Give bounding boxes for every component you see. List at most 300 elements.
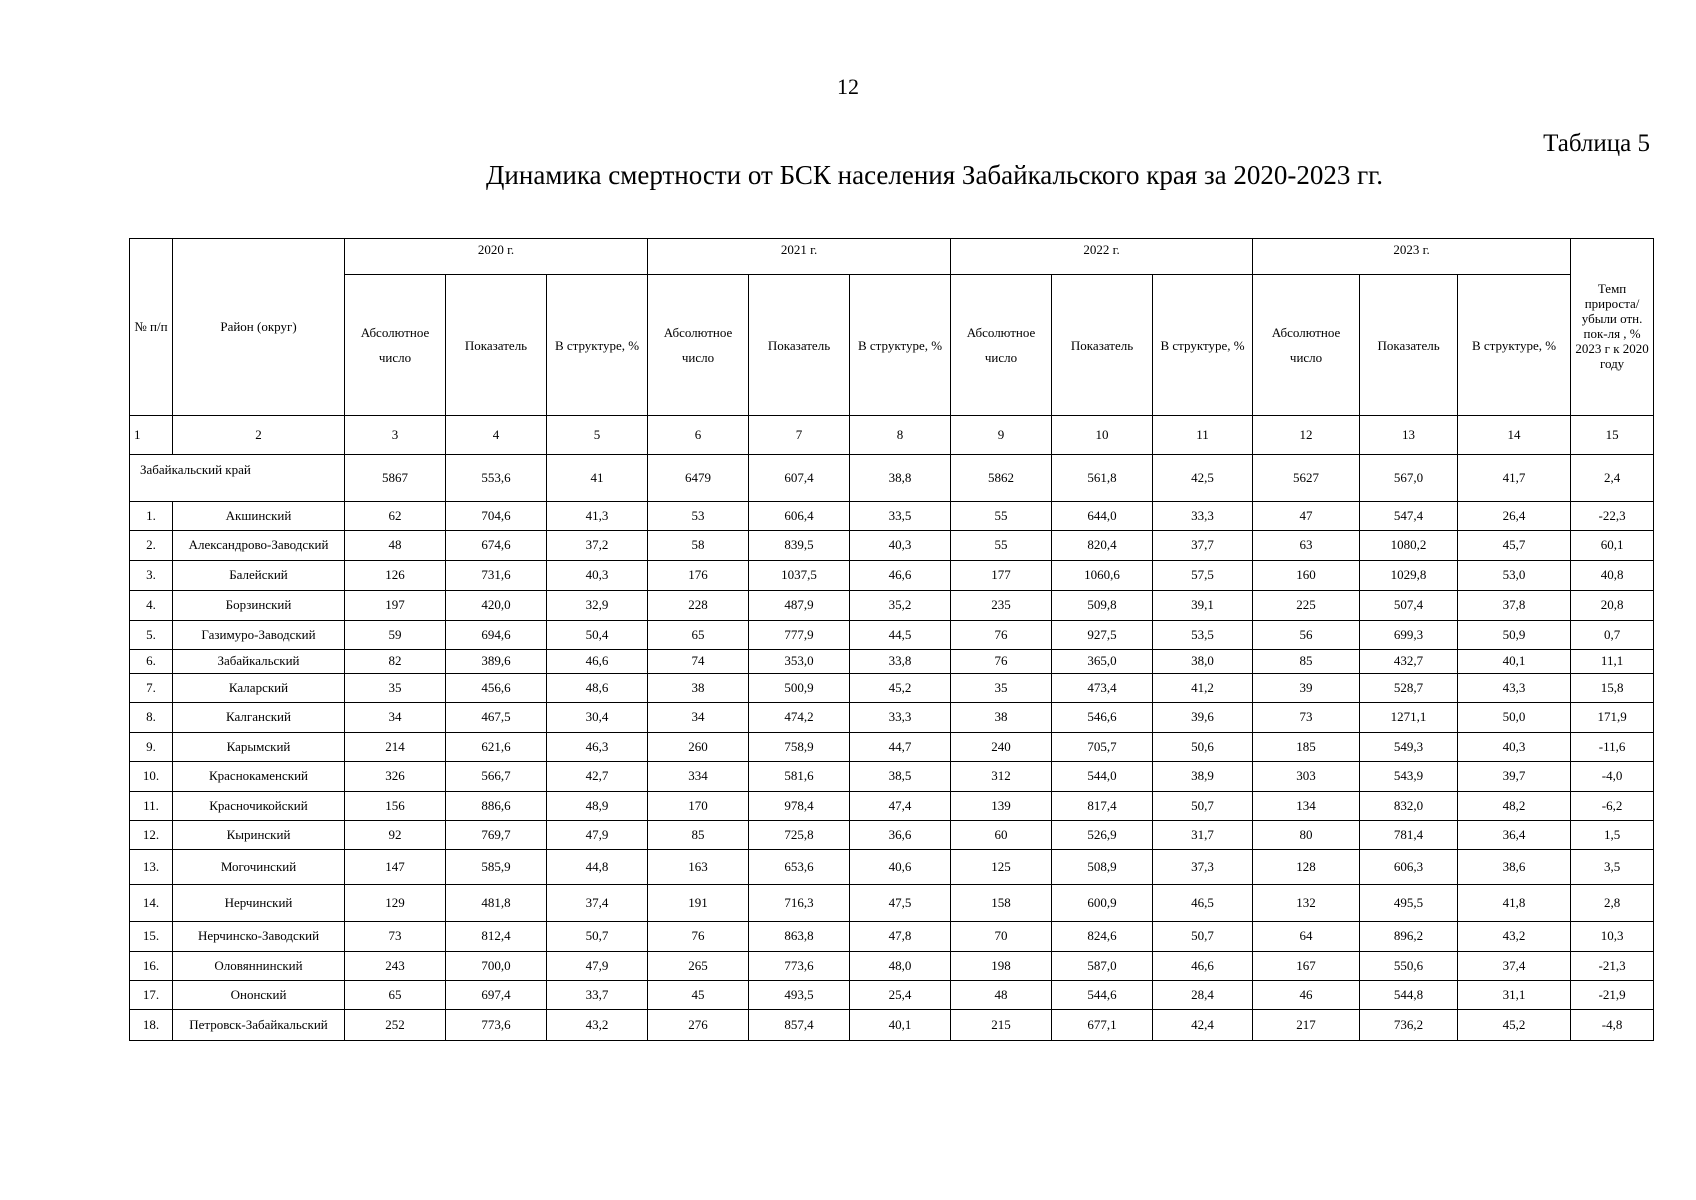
cell-value: 214 bbox=[345, 733, 446, 762]
cell-value: 1037,5 bbox=[749, 561, 850, 591]
cell-value: 606,4 bbox=[749, 502, 850, 531]
row-number: 2. bbox=[130, 531, 173, 561]
cell-value: 191 bbox=[648, 885, 749, 922]
cell-value: 1,5 bbox=[1571, 821, 1654, 850]
header-year-2020: 2020 г. bbox=[345, 239, 648, 275]
cell-value: 326 bbox=[345, 762, 446, 792]
cell-value: 46,6 bbox=[1153, 952, 1253, 981]
table-row bbox=[130, 850, 1654, 885]
row-region: Александрово-Заводский bbox=[173, 531, 345, 561]
total-row bbox=[130, 455, 1654, 502]
total-value: 41,7 bbox=[1458, 455, 1571, 502]
table-row bbox=[130, 531, 1654, 561]
cell-value: 30,4 bbox=[547, 703, 648, 733]
cell-value: 481,8 bbox=[446, 885, 547, 922]
cell-value: 50,4 bbox=[547, 621, 648, 650]
table-label: Таблица 5 bbox=[1543, 130, 1650, 157]
cell-value: 50,0 bbox=[1458, 703, 1571, 733]
cell-value: 40,6 bbox=[850, 850, 951, 885]
cell-value: 39,1 bbox=[1153, 591, 1253, 621]
cell-value: 44,5 bbox=[850, 621, 951, 650]
cell-value: 40,8 bbox=[1571, 561, 1654, 591]
row-number: 11. bbox=[130, 792, 173, 821]
cell-value: 73 bbox=[345, 922, 446, 952]
cell-value: 39 bbox=[1253, 674, 1360, 703]
table-row bbox=[130, 502, 1654, 531]
cell-value: 43,3 bbox=[1458, 674, 1571, 703]
cell-value: 185 bbox=[1253, 733, 1360, 762]
cell-value: 549,3 bbox=[1360, 733, 1458, 762]
row-region: Балейский bbox=[173, 561, 345, 591]
cell-value: 36,6 bbox=[850, 821, 951, 850]
cell-value: 47 bbox=[1253, 502, 1360, 531]
cell-value: 129 bbox=[345, 885, 446, 922]
cell-value: 312 bbox=[951, 762, 1052, 792]
cell-value: 45,7 bbox=[1458, 531, 1571, 561]
cell-value: 50,9 bbox=[1458, 621, 1571, 650]
cell-value: 37,4 bbox=[547, 885, 648, 922]
cell-value: 700,0 bbox=[446, 952, 547, 981]
cell-value: 34 bbox=[648, 703, 749, 733]
cell-value: 47,4 bbox=[850, 792, 951, 821]
total-value: 6479 bbox=[648, 455, 749, 502]
header-absolute: Абсолютное число bbox=[345, 275, 446, 416]
row-number: 7. bbox=[130, 674, 173, 703]
cell-value: 495,5 bbox=[1360, 885, 1458, 922]
cell-value: 817,4 bbox=[1052, 792, 1153, 821]
cell-value: 35 bbox=[345, 674, 446, 703]
cell-value: 456,6 bbox=[446, 674, 547, 703]
header-year-2022: 2022 г. bbox=[951, 239, 1253, 275]
total-label: Забайкальский край bbox=[130, 455, 345, 502]
cell-value: 33,3 bbox=[850, 703, 951, 733]
cell-value: 677,1 bbox=[1052, 1010, 1153, 1041]
cell-value: 473,4 bbox=[1052, 674, 1153, 703]
cell-value: 170 bbox=[648, 792, 749, 821]
cell-value: 824,6 bbox=[1052, 922, 1153, 952]
cell-value: 674,6 bbox=[446, 531, 547, 561]
header-indicator: Показатель bbox=[446, 275, 547, 416]
cell-value: 80 bbox=[1253, 821, 1360, 850]
cell-value: 716,3 bbox=[749, 885, 850, 922]
cell-value: 978,4 bbox=[749, 792, 850, 821]
cell-value: 758,9 bbox=[749, 733, 850, 762]
cell-value: 886,6 bbox=[446, 792, 547, 821]
cell-value: 812,4 bbox=[446, 922, 547, 952]
row-region: Каларский bbox=[173, 674, 345, 703]
cell-value: 47,8 bbox=[850, 922, 951, 952]
cell-value: 528,7 bbox=[1360, 674, 1458, 703]
cell-value: 927,5 bbox=[1052, 621, 1153, 650]
cell-value: 76 bbox=[951, 621, 1052, 650]
column-number: 5 bbox=[547, 416, 648, 455]
table-row bbox=[130, 674, 1654, 703]
column-number: 14 bbox=[1458, 416, 1571, 455]
table-row bbox=[130, 591, 1654, 621]
page-number: 12 bbox=[837, 74, 859, 99]
column-number: 13 bbox=[1360, 416, 1458, 455]
column-number: 10 bbox=[1052, 416, 1153, 455]
cell-value: 128 bbox=[1253, 850, 1360, 885]
cell-value: 769,7 bbox=[446, 821, 547, 850]
row-number: 10. bbox=[130, 762, 173, 792]
cell-value: -6,2 bbox=[1571, 792, 1654, 821]
header-structure: В структуре, % bbox=[850, 275, 951, 416]
cell-value: 45 bbox=[648, 981, 749, 1010]
cell-value: 1080,2 bbox=[1360, 531, 1458, 561]
total-value: 42,5 bbox=[1153, 455, 1253, 502]
row-number: 4. bbox=[130, 591, 173, 621]
cell-value: 2,8 bbox=[1571, 885, 1654, 922]
row-number: 1. bbox=[130, 502, 173, 531]
table-row bbox=[130, 703, 1654, 733]
cell-value: 46,5 bbox=[1153, 885, 1253, 922]
cell-value: 197 bbox=[345, 591, 446, 621]
cell-value: 41,3 bbox=[547, 502, 648, 531]
cell-value: 544,6 bbox=[1052, 981, 1153, 1010]
cell-value: 507,4 bbox=[1360, 591, 1458, 621]
cell-value: 11,1 bbox=[1571, 650, 1654, 674]
cell-value: 58 bbox=[648, 531, 749, 561]
cell-value: 725,8 bbox=[749, 821, 850, 850]
cell-value: 73 bbox=[1253, 703, 1360, 733]
cell-value: 47,9 bbox=[547, 952, 648, 981]
row-number: 14. bbox=[130, 885, 173, 922]
column-number: 4 bbox=[446, 416, 547, 455]
header-region: Район (округ) bbox=[173, 239, 345, 416]
cell-value: 699,3 bbox=[1360, 621, 1458, 650]
cell-value: 48,6 bbox=[547, 674, 648, 703]
header-indicator: Показатель bbox=[1052, 275, 1153, 416]
header-absolute: Абсолютное число bbox=[951, 275, 1052, 416]
row-region: Акшинский bbox=[173, 502, 345, 531]
cell-value: 55 bbox=[951, 531, 1052, 561]
cell-value: 132 bbox=[1253, 885, 1360, 922]
cell-value: 50,7 bbox=[1153, 792, 1253, 821]
cell-value: 44,8 bbox=[547, 850, 648, 885]
cell-value: 863,8 bbox=[749, 922, 850, 952]
cell-value: 585,9 bbox=[446, 850, 547, 885]
cell-value: 74 bbox=[648, 650, 749, 674]
cell-value: 41,2 bbox=[1153, 674, 1253, 703]
cell-value: 59 bbox=[345, 621, 446, 650]
cell-value: 606,3 bbox=[1360, 850, 1458, 885]
header-year-2021: 2021 г. bbox=[648, 239, 951, 275]
cell-value: 857,4 bbox=[749, 1010, 850, 1041]
table-row bbox=[130, 762, 1654, 792]
cell-value: 20,8 bbox=[1571, 591, 1654, 621]
row-region: Петровск-Забайкальский bbox=[173, 1010, 345, 1041]
row-number: 9. bbox=[130, 733, 173, 762]
cell-value: 156 bbox=[345, 792, 446, 821]
cell-value: 85 bbox=[648, 821, 749, 850]
cell-value: 546,6 bbox=[1052, 703, 1153, 733]
cell-value: 353,0 bbox=[749, 650, 850, 674]
total-value: 567,0 bbox=[1360, 455, 1458, 502]
table-row bbox=[130, 821, 1654, 850]
cell-value: 581,6 bbox=[749, 762, 850, 792]
cell-value: 40,3 bbox=[1458, 733, 1571, 762]
cell-value: 3,5 bbox=[1571, 850, 1654, 885]
row-number: 15. bbox=[130, 922, 173, 952]
cell-value: 43,2 bbox=[547, 1010, 648, 1041]
row-number: 6. bbox=[130, 650, 173, 674]
row-region: Краснокаменский bbox=[173, 762, 345, 792]
total-value: 5867 bbox=[345, 455, 446, 502]
header-year-2023: 2023 г. bbox=[1253, 239, 1571, 275]
cell-value: 43,2 bbox=[1458, 922, 1571, 952]
cell-value: 65 bbox=[345, 981, 446, 1010]
cell-value: 41,8 bbox=[1458, 885, 1571, 922]
cell-value: 566,7 bbox=[446, 762, 547, 792]
header-indicator: Показатель bbox=[1360, 275, 1458, 416]
cell-value: 420,0 bbox=[446, 591, 547, 621]
cell-value: -11,6 bbox=[1571, 733, 1654, 762]
row-region: Оловяннинский bbox=[173, 952, 345, 981]
cell-value: 60,1 bbox=[1571, 531, 1654, 561]
total-value: 553,6 bbox=[446, 455, 547, 502]
row-number: 13. bbox=[130, 850, 173, 885]
cell-value: 32,9 bbox=[547, 591, 648, 621]
table-row bbox=[130, 885, 1654, 922]
cell-value: 126 bbox=[345, 561, 446, 591]
cell-value: 38,0 bbox=[1153, 650, 1253, 674]
cell-value: 48 bbox=[345, 531, 446, 561]
cell-value: 508,9 bbox=[1052, 850, 1153, 885]
column-number: 2 bbox=[173, 416, 345, 455]
header-indicator: Показатель bbox=[749, 275, 850, 416]
cell-value: 544,0 bbox=[1052, 762, 1153, 792]
cell-value: 334 bbox=[648, 762, 749, 792]
cell-value: 644,0 bbox=[1052, 502, 1153, 531]
row-region: Нерчинско-Заводский bbox=[173, 922, 345, 952]
cell-value: 500,9 bbox=[749, 674, 850, 703]
cell-value: 46,3 bbox=[547, 733, 648, 762]
cell-value: 53 bbox=[648, 502, 749, 531]
cell-value: 587,0 bbox=[1052, 952, 1153, 981]
cell-value: 544,8 bbox=[1360, 981, 1458, 1010]
table-body bbox=[130, 239, 1654, 1041]
cell-value: 171,9 bbox=[1571, 703, 1654, 733]
cell-value: 46,6 bbox=[850, 561, 951, 591]
cell-value: 82 bbox=[345, 650, 446, 674]
cell-value: 56 bbox=[1253, 621, 1360, 650]
cell-value: 48,9 bbox=[547, 792, 648, 821]
header-structure: В структуре, % bbox=[547, 275, 648, 416]
total-value: 5627 bbox=[1253, 455, 1360, 502]
cell-value: 37,3 bbox=[1153, 850, 1253, 885]
cell-value: 62 bbox=[345, 502, 446, 531]
cell-value: 33,5 bbox=[850, 502, 951, 531]
cell-value: 48,0 bbox=[850, 952, 951, 981]
column-number: 15 bbox=[1571, 416, 1654, 455]
header-row-years bbox=[130, 239, 1654, 275]
row-region: Забайкальский bbox=[173, 650, 345, 674]
row-number: 5. bbox=[130, 621, 173, 650]
cell-value: 215 bbox=[951, 1010, 1052, 1041]
cell-value: 46,6 bbox=[547, 650, 648, 674]
cell-value: 265 bbox=[648, 952, 749, 981]
row-region: Нерчинский bbox=[173, 885, 345, 922]
cell-value: 40,1 bbox=[850, 1010, 951, 1041]
cell-value: 240 bbox=[951, 733, 1052, 762]
cell-value: 50,7 bbox=[547, 922, 648, 952]
cell-value: 40,3 bbox=[547, 561, 648, 591]
cell-value: 160 bbox=[1253, 561, 1360, 591]
cell-value: 736,2 bbox=[1360, 1010, 1458, 1041]
cell-value: 697,4 bbox=[446, 981, 547, 1010]
cell-value: 50,7 bbox=[1153, 922, 1253, 952]
total-value: 38,8 bbox=[850, 455, 951, 502]
cell-value: 1029,8 bbox=[1360, 561, 1458, 591]
cell-value: 243 bbox=[345, 952, 446, 981]
cell-value: 10,3 bbox=[1571, 922, 1654, 952]
row-region: Борзинский bbox=[173, 591, 345, 621]
cell-value: 38,6 bbox=[1458, 850, 1571, 885]
table-row bbox=[130, 922, 1654, 952]
cell-value: 48 bbox=[951, 981, 1052, 1010]
cell-value: 432,7 bbox=[1360, 650, 1458, 674]
column-number: 1 bbox=[130, 416, 173, 455]
cell-value: 40,3 bbox=[850, 531, 951, 561]
cell-value: 777,9 bbox=[749, 621, 850, 650]
row-number: 17. bbox=[130, 981, 173, 1010]
cell-value: 820,4 bbox=[1052, 531, 1153, 561]
cell-value: 1271,1 bbox=[1360, 703, 1458, 733]
cell-value: 694,6 bbox=[446, 621, 547, 650]
cell-value: 63 bbox=[1253, 531, 1360, 561]
column-number: 3 bbox=[345, 416, 446, 455]
row-region: Красночикойский bbox=[173, 792, 345, 821]
cell-value: 38,5 bbox=[850, 762, 951, 792]
cell-value: 38 bbox=[648, 674, 749, 703]
cell-value: 47,5 bbox=[850, 885, 951, 922]
cell-value: 33,3 bbox=[1153, 502, 1253, 531]
cell-value: 493,5 bbox=[749, 981, 850, 1010]
cell-value: 832,0 bbox=[1360, 792, 1458, 821]
cell-value: 48,2 bbox=[1458, 792, 1571, 821]
cell-value: 40,1 bbox=[1458, 650, 1571, 674]
cell-value: 76 bbox=[648, 922, 749, 952]
cell-value: 365,0 bbox=[1052, 650, 1153, 674]
cell-value: 526,9 bbox=[1052, 821, 1153, 850]
table-row bbox=[130, 561, 1654, 591]
cell-value: 158 bbox=[951, 885, 1052, 922]
cell-value: 38 bbox=[951, 703, 1052, 733]
cell-value: 46 bbox=[1253, 981, 1360, 1010]
cell-value: 0,7 bbox=[1571, 621, 1654, 650]
cell-value: -21,3 bbox=[1571, 952, 1654, 981]
column-number: 7 bbox=[749, 416, 850, 455]
cell-value: 55 bbox=[951, 502, 1052, 531]
cell-value: 467,5 bbox=[446, 703, 547, 733]
cell-value: 198 bbox=[951, 952, 1052, 981]
cell-value: 389,6 bbox=[446, 650, 547, 674]
cell-value: 37,7 bbox=[1153, 531, 1253, 561]
table-row bbox=[130, 952, 1654, 981]
cell-value: 773,6 bbox=[446, 1010, 547, 1041]
row-region: Калганский bbox=[173, 703, 345, 733]
header-row-subcolumns bbox=[130, 275, 1654, 416]
cell-value: 15,8 bbox=[1571, 674, 1654, 703]
total-value: 607,4 bbox=[749, 455, 850, 502]
row-number: 18. bbox=[130, 1010, 173, 1041]
row-number: 12. bbox=[130, 821, 173, 850]
cell-value: 705,7 bbox=[1052, 733, 1153, 762]
column-number: 11 bbox=[1153, 416, 1253, 455]
cell-value: 550,6 bbox=[1360, 952, 1458, 981]
cell-value: 76 bbox=[951, 650, 1052, 674]
row-region: Кыринский bbox=[173, 821, 345, 850]
cell-value: 653,6 bbox=[749, 850, 850, 885]
cell-value: 125 bbox=[951, 850, 1052, 885]
cell-value: 42,4 bbox=[1153, 1010, 1253, 1041]
cell-value: 53,0 bbox=[1458, 561, 1571, 591]
cell-value: 235 bbox=[951, 591, 1052, 621]
header-absolute: Абсолютное число bbox=[648, 275, 749, 416]
cell-value: 225 bbox=[1253, 591, 1360, 621]
document-title: Динамика смертности от БСК населения Забайкальского края за 2020-2023 гг. bbox=[486, 160, 1383, 190]
cell-value: 487,9 bbox=[749, 591, 850, 621]
cell-value: 1060,6 bbox=[1052, 561, 1153, 591]
cell-value: 139 bbox=[951, 792, 1052, 821]
cell-value: 217 bbox=[1253, 1010, 1360, 1041]
cell-value: 474,2 bbox=[749, 703, 850, 733]
cell-value: 31,1 bbox=[1458, 981, 1571, 1010]
cell-value: 147 bbox=[345, 850, 446, 885]
cell-value: 896,2 bbox=[1360, 922, 1458, 952]
header-num: № п/п bbox=[130, 239, 173, 416]
table-row bbox=[130, 650, 1654, 674]
table-row bbox=[130, 621, 1654, 650]
cell-value: 60 bbox=[951, 821, 1052, 850]
header-absolute: Абсолютное число bbox=[1253, 275, 1360, 416]
cell-value: 543,9 bbox=[1360, 762, 1458, 792]
header-structure: В структуре, % bbox=[1153, 275, 1253, 416]
cell-value: 228 bbox=[648, 591, 749, 621]
cell-value: 65 bbox=[648, 621, 749, 650]
cell-value: 176 bbox=[648, 561, 749, 591]
cell-value: 92 bbox=[345, 821, 446, 850]
row-region: Могочинский bbox=[173, 850, 345, 885]
row-number: 3. bbox=[130, 561, 173, 591]
cell-value: 37,4 bbox=[1458, 952, 1571, 981]
cell-value: 53,5 bbox=[1153, 621, 1253, 650]
header-structure: В структуре, % bbox=[1458, 275, 1571, 416]
table-row bbox=[130, 1010, 1654, 1041]
cell-value: 26,4 bbox=[1458, 502, 1571, 531]
cell-value: 621,6 bbox=[446, 733, 547, 762]
cell-value: -4,8 bbox=[1571, 1010, 1654, 1041]
cell-value: -22,3 bbox=[1571, 502, 1654, 531]
column-number: 9 bbox=[951, 416, 1052, 455]
cell-value: 57,5 bbox=[1153, 561, 1253, 591]
cell-value: 600,9 bbox=[1052, 885, 1153, 922]
table-row bbox=[130, 792, 1654, 821]
cell-value: 35 bbox=[951, 674, 1052, 703]
column-number: 12 bbox=[1253, 416, 1360, 455]
cell-value: 33,8 bbox=[850, 650, 951, 674]
cell-value: 276 bbox=[648, 1010, 749, 1041]
cell-value: 839,5 bbox=[749, 531, 850, 561]
row-number: 8. bbox=[130, 703, 173, 733]
cell-value: 704,6 bbox=[446, 502, 547, 531]
cell-value: 64 bbox=[1253, 922, 1360, 952]
mortality-table bbox=[129, 238, 1654, 1041]
cell-value: 773,6 bbox=[749, 952, 850, 981]
cell-value: 28,4 bbox=[1153, 981, 1253, 1010]
cell-value: 134 bbox=[1253, 792, 1360, 821]
